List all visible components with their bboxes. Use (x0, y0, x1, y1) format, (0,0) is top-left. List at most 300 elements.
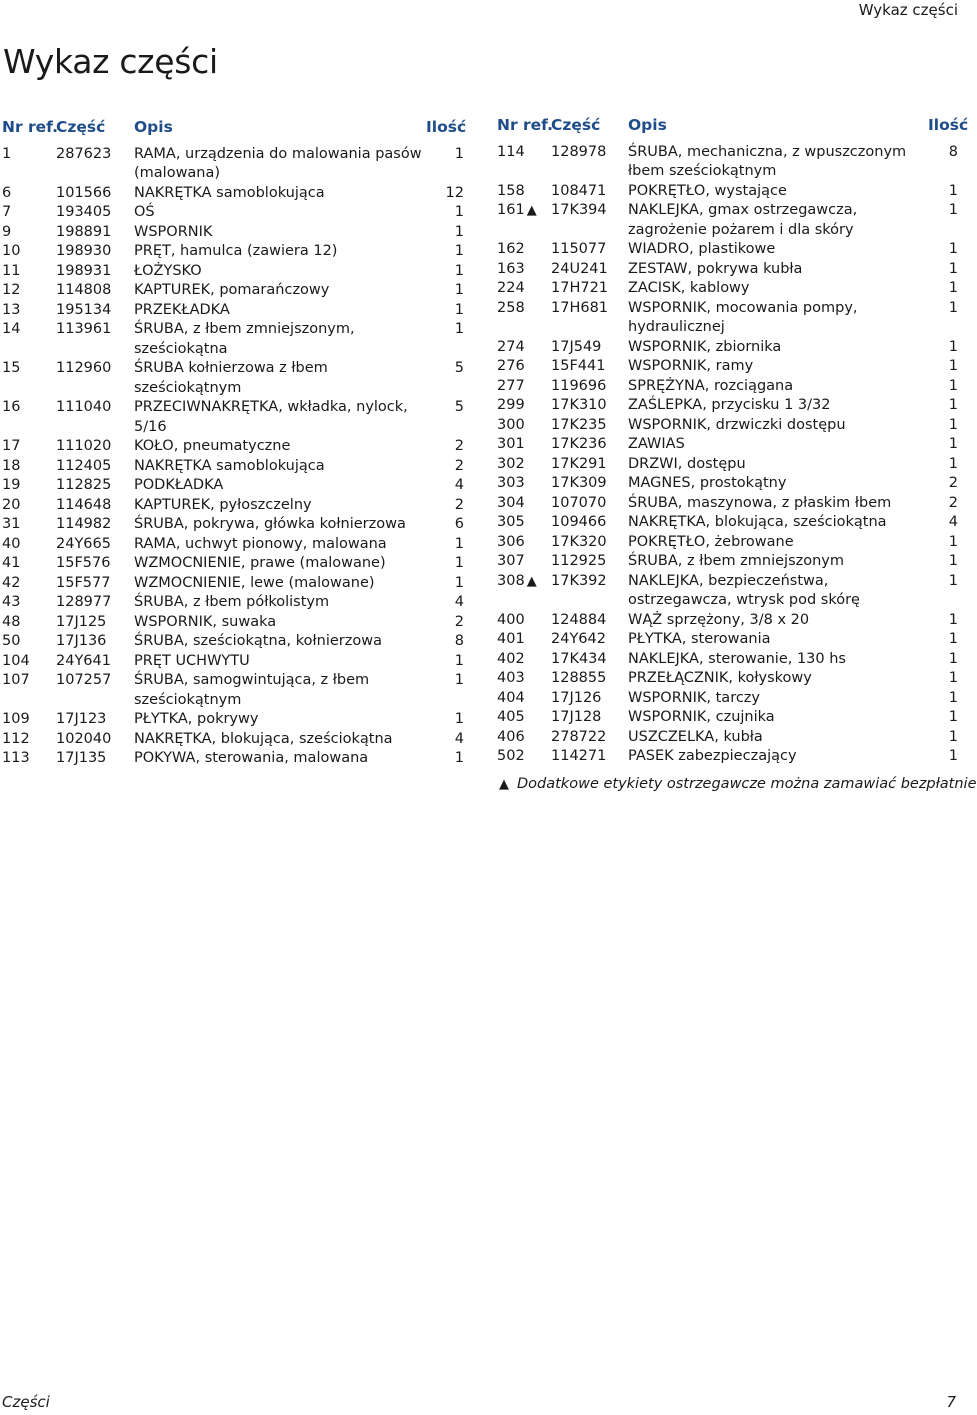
cell-ref (2, 632, 56, 652)
footer-section-name: Części (2, 1393, 50, 1411)
ref-number: 113 (2, 750, 30, 766)
cell-ref (2, 223, 56, 243)
cell-ref (2, 184, 56, 204)
table-row (497, 279, 958, 299)
cell-ref (497, 708, 551, 728)
ref-number: 48 (2, 613, 21, 630)
cell-qty: 1 (454, 321, 464, 337)
table-row (497, 494, 958, 514)
ref-number: 276 (497, 358, 525, 374)
cell-ref (497, 435, 551, 455)
column-header-desc: Opis (628, 116, 667, 134)
cell-desc: POKRĘTŁO, żebrowane (628, 533, 794, 550)
table-row (497, 201, 958, 240)
table-row (497, 572, 958, 611)
cell-part: 198931 (56, 262, 112, 279)
cell-ref (2, 262, 56, 282)
cell-part: 17K394 (551, 202, 607, 218)
cell-desc: KAPTUREK, pyłoszczelny (134, 496, 312, 513)
column-header-part: Część (56, 118, 106, 136)
ref-number: 20 (2, 496, 21, 513)
table-row (2, 515, 464, 535)
cell-part: 112825 (56, 477, 112, 493)
cell-qty: 1 (454, 145, 464, 162)
ref-number: 31 (2, 516, 21, 532)
cell-desc: WSPORNIK, ramy (628, 358, 754, 374)
cell-ref (497, 474, 551, 494)
cell-qty: 1 (948, 260, 958, 277)
table-row (497, 182, 958, 202)
ref-number: 50 (2, 633, 21, 649)
cell-ref (497, 630, 551, 650)
ref-number: 404 (497, 689, 525, 706)
parts-table-right (497, 116, 969, 767)
cell-part: 112405 (56, 457, 112, 474)
cell-desc: WZMOCNIENIE, lewe (malowane) (134, 574, 375, 591)
cell-desc: ŁOŻYSKO (134, 262, 202, 279)
cell-part: 124884 (551, 611, 607, 628)
ref-number: 15 (2, 360, 21, 376)
ref-number: 401 (497, 631, 525, 647)
table-row (497, 143, 958, 182)
cell-desc: ŚRUBA, pokrywa, główka kołnierzowa (134, 516, 406, 532)
cell-qty: 5 (454, 399, 464, 415)
cell-qty: 4 (454, 730, 464, 747)
cell-part: 17K309 (551, 475, 607, 491)
cell-ref (2, 515, 56, 535)
cell-part: 107257 (56, 672, 112, 688)
cell-part: 114982 (56, 516, 112, 532)
table-header-row (497, 116, 958, 143)
cell-part: 128978 (551, 143, 607, 160)
ref-number: 13 (2, 301, 21, 318)
cell-part: 107070 (551, 494, 607, 511)
cell-qty: 1 (948, 416, 958, 433)
ref-number: 16 (2, 399, 21, 415)
cell-ref (497, 728, 551, 748)
table-row (2, 262, 464, 282)
table-row (497, 260, 958, 280)
table-row (2, 281, 464, 301)
cell-part: 17J135 (56, 750, 107, 766)
cell-ref (497, 240, 551, 260)
cell-desc: PŁYTKA, pokrywy (134, 711, 259, 727)
cell-qty: 1 (454, 574, 464, 591)
ref-number: 107 (2, 672, 30, 688)
cell-ref (2, 593, 56, 613)
cell-desc: MAGNES, prostokątny (628, 475, 787, 491)
ref-number: 300 (497, 416, 525, 433)
cell-qty: 1 (948, 202, 958, 218)
cell-desc: POKYWA, sterowania, malowana (134, 750, 369, 766)
cell-ref (497, 201, 551, 240)
parts-table-right-body (497, 143, 958, 767)
cell-ref (497, 747, 551, 767)
cell-desc: NAKLEJKA, bezpieczeństwa, ostrzegawcza, wtrysk pod skórę (628, 572, 860, 608)
cell-qty: 1 (454, 555, 464, 571)
cell-qty: 1 (454, 243, 464, 259)
cell-ref (497, 669, 551, 689)
cell-qty: 1 (948, 533, 958, 550)
cell-part: 108471 (551, 182, 607, 199)
ref-number: 9 (2, 223, 12, 240)
cell-desc: WZMOCNIENIE, prawe (malowane) (134, 555, 386, 571)
table-row (497, 299, 958, 338)
ref-number: 7 (2, 204, 12, 220)
table-row (2, 749, 464, 769)
cell-part: 102040 (56, 730, 112, 747)
cell-part: 17K392 (551, 572, 607, 589)
cell-ref (2, 535, 56, 555)
cell-qty: 2 (454, 496, 464, 513)
cell-qty: 1 (454, 535, 464, 552)
cell-qty: 4 (948, 514, 958, 530)
cell-ref (2, 301, 56, 321)
cell-qty: 1 (948, 299, 958, 316)
table-row (2, 535, 464, 555)
cell-qty: 1 (948, 436, 958, 452)
table-row (497, 689, 958, 709)
cell-qty: 1 (948, 572, 958, 589)
table-row (497, 513, 958, 533)
table-row (2, 359, 464, 398)
cell-ref (497, 260, 551, 280)
cell-ref (497, 494, 551, 514)
cell-qty: 8 (454, 633, 464, 649)
cell-desc: PRZECIWNAKRĘTKA, wkładka, nylock, 5/16 (134, 399, 408, 435)
cell-qty: 1 (948, 338, 958, 355)
ref-number: 301 (497, 436, 525, 452)
cell-desc: ŚRUBA, sześciokątna, kołnierzowa (134, 633, 382, 649)
column-header-ref: Nr ref. (497, 116, 553, 134)
cell-part: 109466 (551, 514, 607, 530)
table-row (497, 533, 958, 553)
footnote (497, 776, 977, 792)
cell-desc: ZESTAW, pokrywa kubła (628, 260, 803, 277)
cell-desc: PASEK zabezpieczający (628, 748, 797, 764)
ref-number: 40 (2, 535, 21, 552)
cell-part: 15F576 (56, 555, 111, 571)
table-row (497, 552, 958, 572)
cell-qty: 1 (454, 672, 464, 688)
cell-part: 278722 (551, 728, 607, 745)
table-row (2, 554, 464, 574)
cell-part: 119696 (551, 377, 607, 394)
cell-desc: PŁYTKA, sterowania (628, 631, 771, 647)
table-row (2, 457, 464, 477)
cell-qty: 1 (948, 358, 958, 374)
cell-ref (497, 611, 551, 631)
cell-part: 128855 (551, 670, 607, 686)
cell-part: 24Y642 (551, 631, 606, 647)
cell-part: 17J128 (551, 709, 602, 725)
cell-part: 24U241 (551, 260, 608, 277)
column-header-qty: Ilość (426, 118, 467, 136)
cell-ref (2, 281, 56, 301)
cell-desc: ŚRUBA kołnierzowa z łbem sześciokątnym (134, 360, 328, 396)
cell-desc: NAKRĘTKA, blokująca, sześciokątna (628, 514, 887, 530)
cell-qty: 5 (454, 360, 464, 376)
running-header-title: Wykaz części (858, 1, 958, 19)
cell-desc: NAKLEJKA, gmax ostrzegawcza, zagrożenie pożarem i dla skóry (628, 202, 858, 238)
ref-number: 274 (497, 338, 525, 355)
ref-number: 308 (497, 572, 525, 589)
cell-ref (497, 182, 551, 202)
ref-number: 403 (497, 670, 525, 686)
table-row (497, 357, 958, 377)
ref-number: 258 (497, 299, 525, 316)
ref-number: 163 (497, 260, 525, 277)
cell-part: 101566 (56, 184, 112, 201)
cell-ref (2, 203, 56, 223)
cell-part: 17K236 (551, 436, 607, 452)
cell-qty: 1 (948, 650, 958, 667)
cell-ref (497, 357, 551, 377)
cell-desc: NAKRĘTKA samoblokująca (134, 184, 325, 201)
cell-desc: WSPORNIK (134, 223, 213, 240)
ref-number: 406 (497, 728, 525, 745)
table-row (497, 396, 958, 416)
table-row (497, 240, 958, 260)
cell-ref (497, 416, 551, 436)
cell-part: 287623 (56, 145, 112, 162)
cell-part: 15F577 (56, 574, 111, 591)
cell-desc: ŚRUBA, z łbem półkolistym (134, 594, 330, 610)
cell-ref (2, 652, 56, 672)
cell-ref (497, 533, 551, 553)
table-row (2, 242, 464, 262)
cell-desc: WSPORNIK, tarczy (628, 689, 761, 706)
cell-desc: WĄŻ sprzężony, 3/8 x 20 (628, 611, 810, 628)
cell-part: 114648 (56, 496, 112, 513)
cell-ref (2, 359, 56, 398)
cell-desc: DRZWI, dostępu (628, 455, 746, 472)
cell-ref (497, 689, 551, 709)
ref-number: 299 (497, 397, 525, 413)
cell-qty: 1 (948, 553, 958, 569)
ref-number: 10 (2, 243, 21, 259)
ref-number: 6 (2, 184, 12, 201)
ref-number: 12 (2, 282, 21, 298)
table-row (497, 747, 958, 767)
cell-desc: PRZEŁĄCZNIK, kołyskowy (628, 670, 812, 686)
column-header-desc: Opis (134, 118, 173, 136)
table-row (2, 671, 464, 710)
cell-desc: NAKLEJKA, sterowanie, 130 hs (628, 650, 846, 667)
column-header-ref: Nr ref. (2, 118, 58, 136)
footer-page-number: 7 (946, 1393, 956, 1411)
cell-desc: KOŁO, pneumatyczne (134, 438, 291, 454)
cell-qty: 1 (454, 750, 464, 766)
cell-desc: KAPTUREK, pomarańczowy (134, 282, 330, 298)
cell-qty: 1 (454, 652, 464, 669)
cell-qty: 1 (948, 280, 958, 296)
table-row (2, 320, 464, 359)
cell-qty: 1 (454, 711, 464, 727)
ref-number: 42 (2, 574, 21, 591)
ref-number: 11 (2, 262, 21, 279)
ref-number: 302 (497, 455, 525, 472)
cell-ref (2, 145, 56, 184)
ref-number: 306 (497, 533, 525, 550)
cell-desc: RAMA, uchwyt pionowy, malowana (134, 535, 387, 552)
ref-number: 112 (2, 730, 30, 747)
cell-qty: 1 (948, 397, 958, 413)
ref-number: 17 (2, 438, 21, 454)
cell-part: 24Y641 (56, 652, 111, 669)
table-row (2, 184, 464, 204)
table-row (497, 630, 958, 650)
ref-number: 405 (497, 709, 525, 725)
ref-number: 158 (497, 182, 525, 199)
table-row (2, 613, 464, 633)
cell-qty: 1 (948, 241, 958, 257)
cell-part: 193405 (56, 204, 112, 220)
cell-ref (2, 398, 56, 437)
cell-ref (2, 710, 56, 730)
table-row (497, 455, 958, 475)
cell-qty: 1 (948, 182, 958, 199)
cell-ref (497, 396, 551, 416)
parts-table-left-body (2, 145, 464, 769)
cell-qty: 1 (948, 377, 958, 394)
cell-part: 24Y665 (56, 535, 111, 552)
cell-ref (497, 572, 551, 611)
cell-desc: WSPORNIK, drzwiczki dostępu (628, 416, 846, 433)
cell-ref (2, 496, 56, 516)
cell-part: 128977 (56, 594, 112, 610)
table-row (497, 728, 958, 748)
column-header-qty: Ilość (928, 116, 969, 134)
cell-part: 111040 (56, 399, 112, 415)
cell-desc: ZAWIAS (628, 436, 685, 452)
cell-qty: 1 (948, 631, 958, 647)
table-header-row (2, 118, 464, 145)
cell-ref (2, 730, 56, 750)
cell-qty: 8 (948, 143, 958, 160)
cell-qty: 2 (948, 494, 958, 511)
cell-desc: WSPORNIK, suwaka (134, 613, 277, 630)
cell-part: 112925 (551, 553, 607, 569)
cell-qty: 1 (454, 262, 464, 279)
cell-desc: ŚRUBA, mechaniczna, z wpuszczonym łbem sześciokątnym (628, 143, 907, 179)
footnote-text: Dodatkowe etykiety ostrzegawcze można zamawiać bezpłatnie (517, 776, 977, 792)
cell-part: 195134 (56, 301, 112, 318)
cell-part: 17J136 (56, 633, 107, 649)
cell-part: 17K434 (551, 650, 607, 667)
cell-part: 112960 (56, 360, 112, 376)
cell-desc: USZCZELKA, kubła (628, 728, 763, 745)
cell-part: 114271 (551, 748, 607, 764)
cell-qty: 12 (445, 184, 464, 201)
table-row (497, 669, 958, 689)
cell-qty: 1 (948, 611, 958, 628)
ref-number: 109 (2, 711, 30, 727)
cell-part: 111020 (56, 438, 112, 454)
ref-number: 114 (497, 143, 525, 160)
cell-ref (2, 613, 56, 633)
cell-desc: PRĘT, hamulca (zawiera 12) (134, 243, 338, 259)
cell-desc: ŚRUBA, samogwintująca, z łbem sześciokątnym (134, 672, 370, 708)
column-header-part: Część (551, 116, 601, 134)
cell-ref (2, 554, 56, 574)
warning-triangle-icon: ▲ (526, 203, 537, 218)
ref-number: 14 (2, 321, 21, 337)
ref-number: 104 (2, 652, 30, 669)
ref-number: 1 (2, 145, 12, 162)
cell-desc: ŚRUBA, z łbem zmniejszonym (628, 553, 845, 569)
cell-ref (497, 552, 551, 572)
cell-ref (497, 143, 551, 182)
cell-part: 17J549 (551, 338, 602, 355)
cell-desc: NAKRĘTKA samoblokująca (134, 457, 325, 474)
cell-part: 198930 (56, 243, 112, 259)
cell-qty: 2 (454, 457, 464, 474)
cell-ref (497, 455, 551, 475)
cell-qty: 2 (948, 475, 958, 491)
cell-ref (497, 279, 551, 299)
table-row (2, 437, 464, 457)
cell-part: 15F441 (551, 358, 606, 374)
cell-qty: 1 (948, 455, 958, 472)
cell-part: 17K320 (551, 533, 607, 550)
table-row (497, 338, 958, 358)
cell-qty: 1 (454, 204, 464, 220)
warning-triangle-icon: ▲ (499, 777, 509, 792)
table-row (497, 708, 958, 728)
cell-qty: 1 (948, 670, 958, 686)
cell-part: 17H681 (551, 299, 609, 316)
cell-desc: ŚRUBA, z łbem zmniejszonym, sześciokątna (134, 321, 355, 357)
ref-number: 41 (2, 555, 21, 571)
table-row (2, 710, 464, 730)
ref-number: 400 (497, 611, 525, 628)
cell-ref (497, 513, 551, 533)
cell-desc: WSPORNIK, zbiornika (628, 338, 782, 355)
cell-desc: NAKRĘTKA, blokująca, sześciokątna (134, 730, 393, 747)
table-row (2, 496, 464, 516)
cell-qty: 4 (454, 477, 464, 493)
cell-ref (2, 320, 56, 359)
page-title: Wykaz części (3, 42, 218, 81)
table-row (497, 650, 958, 670)
cell-part: 114808 (56, 282, 112, 298)
ref-number: 19 (2, 477, 21, 493)
ref-number: 224 (497, 280, 525, 296)
table-row (2, 574, 464, 594)
cell-part: 17J126 (551, 689, 602, 706)
table-row (497, 416, 958, 436)
ref-number: 502 (497, 748, 525, 764)
cell-ref (2, 457, 56, 477)
table-row (497, 611, 958, 631)
ref-number: 307 (497, 553, 525, 569)
ref-number: 162 (497, 241, 525, 257)
cell-qty: 1 (948, 728, 958, 745)
warning-triangle-icon: ▲ (526, 573, 537, 589)
table-row (497, 474, 958, 494)
cell-qty: 1 (454, 301, 464, 318)
table-row (2, 593, 464, 613)
ref-number: 161 (497, 202, 525, 218)
cell-part: 115077 (551, 241, 607, 257)
cell-desc: OŚ (134, 204, 155, 220)
cell-desc: RAMA, urządzenia do malowania pasów (malowana) (134, 145, 422, 181)
cell-ref (2, 476, 56, 496)
ref-number: 303 (497, 475, 525, 491)
cell-desc: ŚRUBA, maszynowa, z płaskim łbem (628, 494, 892, 511)
cell-ref (2, 749, 56, 769)
